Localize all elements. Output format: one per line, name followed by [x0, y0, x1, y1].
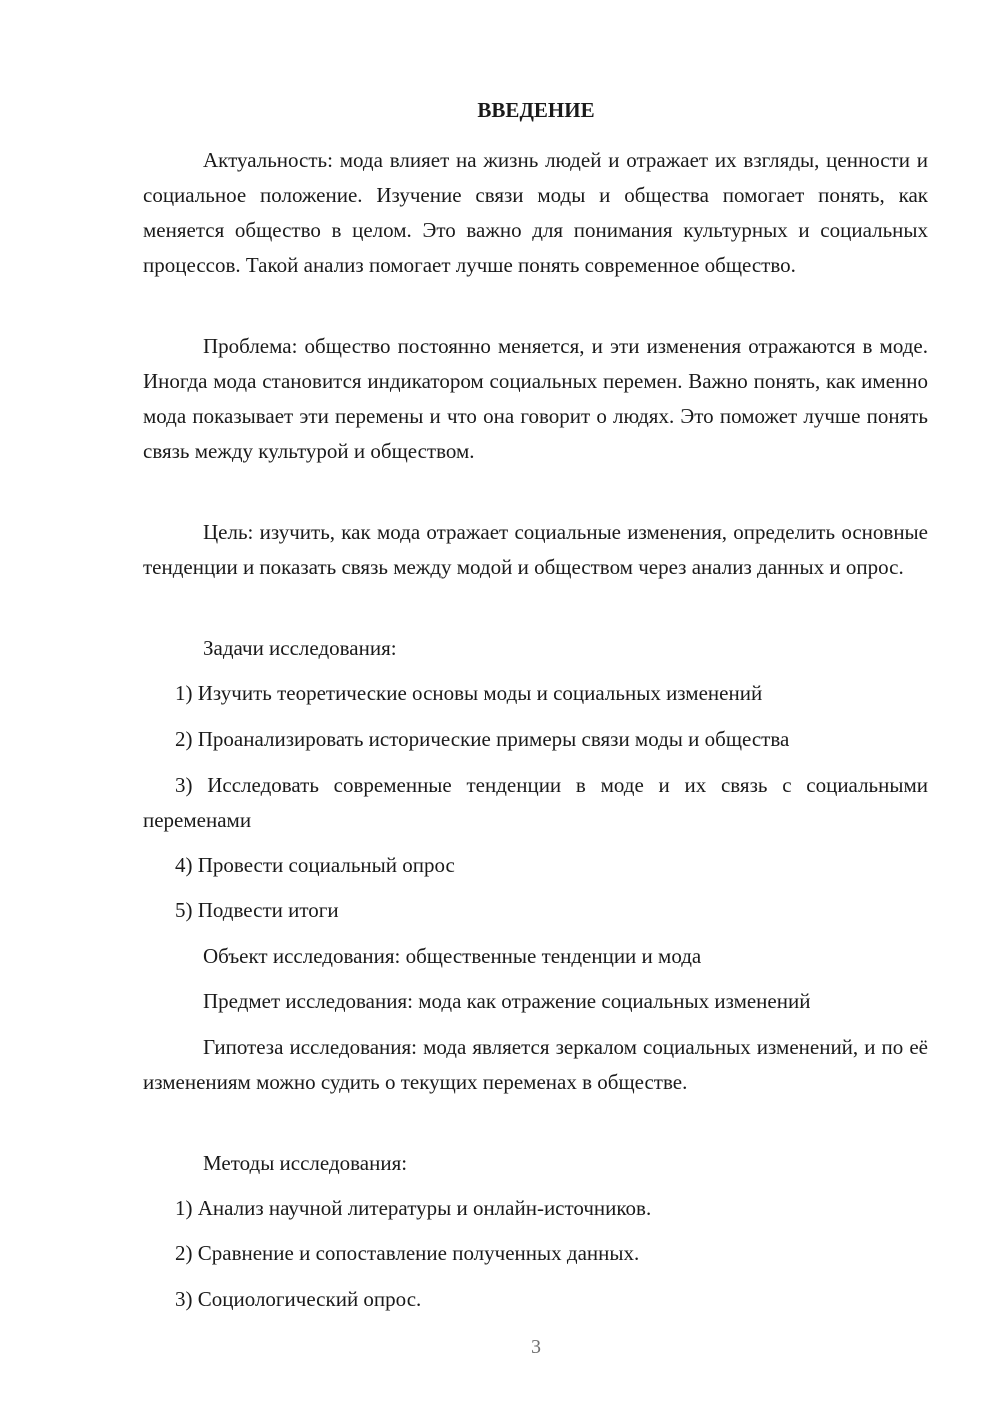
- page-number: 3: [531, 1336, 541, 1358]
- list-item: 3) Социологический опрос.: [175, 1287, 422, 1311]
- list-item: 2) Проанализировать исторические примеры связи моды и общества: [175, 727, 790, 751]
- list-item: 2) Сравнение и сопоставление полученных данных.: [175, 1241, 640, 1265]
- list-item: 5) Подвести итоги: [175, 898, 339, 922]
- list-item: 3) Исследовать современные тенденции в моде и их связь с социальными переменами: [143, 773, 928, 832]
- goal-paragraph: [143, 515, 928, 585]
- subject-paragraph: Предмет исследования: мода как отражение социальных изменений: [203, 989, 811, 1013]
- page-title: ВВЕДЕНИЕ: [477, 98, 595, 122]
- relevance-paragraph: [143, 143, 928, 283]
- problem-paragraph: [143, 329, 928, 469]
- object-paragraph: Объект исследования: общественные тенденции и мода: [203, 944, 702, 968]
- methods-heading: Методы исследования:: [203, 1151, 408, 1175]
- list-item: 1) Анализ научной литературы и онлайн-источников.: [175, 1196, 652, 1220]
- list-item: 1) Изучить теоретические основы моды и социальных изменений: [175, 681, 763, 705]
- list-item: 4) Провести социальный опрос: [175, 853, 455, 877]
- tasks-heading: Задачи исследования:: [203, 636, 397, 660]
- goal-text: Цель: изучить, как мода отражает социальные изменения, определить основные тенденции и показать связь между модой и обществом через анализ данных и опрос.: [143, 520, 928, 579]
- problem-text: Проблема: общество постоянно меняется, и эти изменения отражаются в моде. Иногда мода становится индикатором социальных перемен. Важно понять, как именно мода показывает эти перемены и что она говорит о людях. Это поможет лучше понять связь между культурой и обществом.: [143, 334, 928, 463]
- relevance-text: Актуальность: мода влияет на жизнь людей и отражает их взгляды, ценности и социальное положение. Изучение связи моды и общества помогает понять, как меняется общество в целом. Это важно для понимания культурных и социальных процессов. Такой анализ помогает лучше понять современное общество.: [143, 148, 928, 277]
- hypothesis-paragraph: Гипотеза исследования: мода является зеркалом социальных изменений, и по её изменениям можно судить о текущих переменах в обществе.: [143, 1035, 928, 1094]
